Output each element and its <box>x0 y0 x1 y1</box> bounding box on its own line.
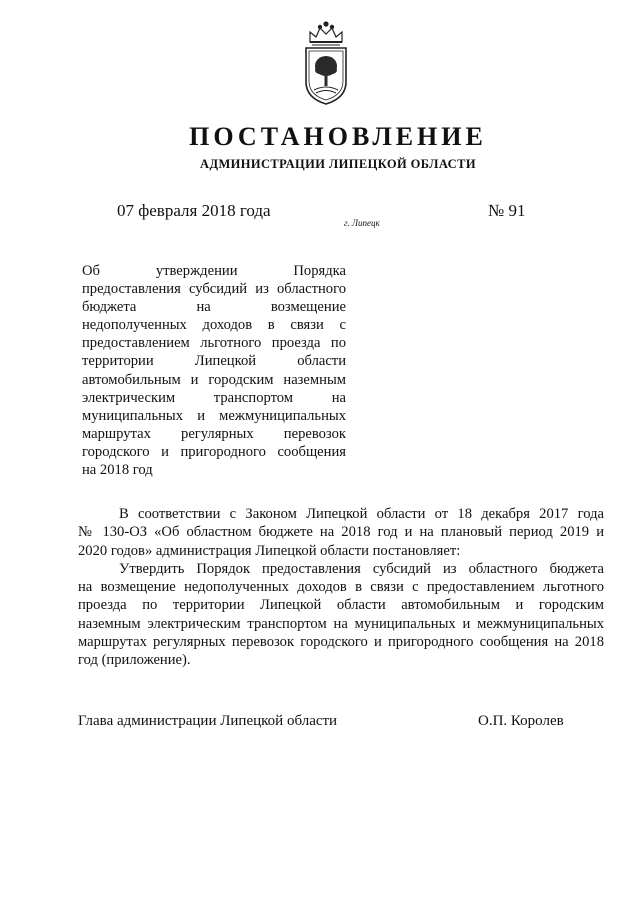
signature-position: Глава администрации Липецкой области <box>78 713 338 729</box>
document-title: ПОСТАНОВЛЕНИЕ <box>189 122 487 151</box>
document-subtitle: АДМИНИСТРАЦИИ ЛИПЕЦКОЙ ОБЛАСТИ <box>200 157 476 171</box>
body-line: В соответствии с Законом Липецкой области от 18 декабря 2017 года <box>119 506 604 522</box>
document-date: 07 февраля 2018 года <box>117 201 271 220</box>
subject-line: предоставлением льготного проезда по <box>82 335 346 352</box>
document-subject <box>82 262 346 479</box>
document-city: г. Липецк <box>344 218 380 228</box>
subject-line: автомобильным и городским наземным <box>82 371 346 388</box>
subject-line: городского и пригородного сообщения <box>82 443 346 460</box>
subject-line: электрическим транспортом на <box>82 389 346 406</box>
body-line: проезда по территории Липецкой области автомобильным и городским <box>78 597 604 614</box>
subject-line: территории Липецкой области <box>82 353 346 370</box>
body-line: Утвердить Порядок предоставления субсидий из областного бюджета <box>119 560 604 577</box>
subject-line: Об утверждении Порядка <box>82 263 346 279</box>
body-line: наземным электрическим транспортом на муниципальных и межмуниципальных <box>78 615 604 632</box>
body-line: № 130-ОЗ «Об областном бюджете на 2018 год и на плановый период 2019 и <box>78 524 604 541</box>
document-number: № 91 <box>488 201 526 220</box>
signature-name: О.П. Королев <box>478 713 564 729</box>
body-line: 2020 годов» администрация Липецкой области постановляет: <box>78 542 461 559</box>
body-line: маршрутах регулярных перевозок городского и пригородного сообщения на 2018 <box>78 634 604 651</box>
subject-line: бюджета на возмещение <box>82 299 346 316</box>
subject-line: недополученных доходов в связи с <box>82 317 346 334</box>
coat-of-arms-icon <box>296 20 356 106</box>
body-line: год (приложение). <box>78 652 191 669</box>
subject-line: на 2018 год <box>82 462 153 479</box>
subject-line: предоставления субсидий из областного <box>82 281 346 298</box>
document-body <box>78 505 604 670</box>
body-line: на возмещение недополученных доходов в связи с предоставлением льготного <box>78 579 604 596</box>
subject-line: муниципальных и межмуниципальных <box>82 407 346 424</box>
subject-line: маршрутах регулярных перевозок <box>82 425 346 442</box>
